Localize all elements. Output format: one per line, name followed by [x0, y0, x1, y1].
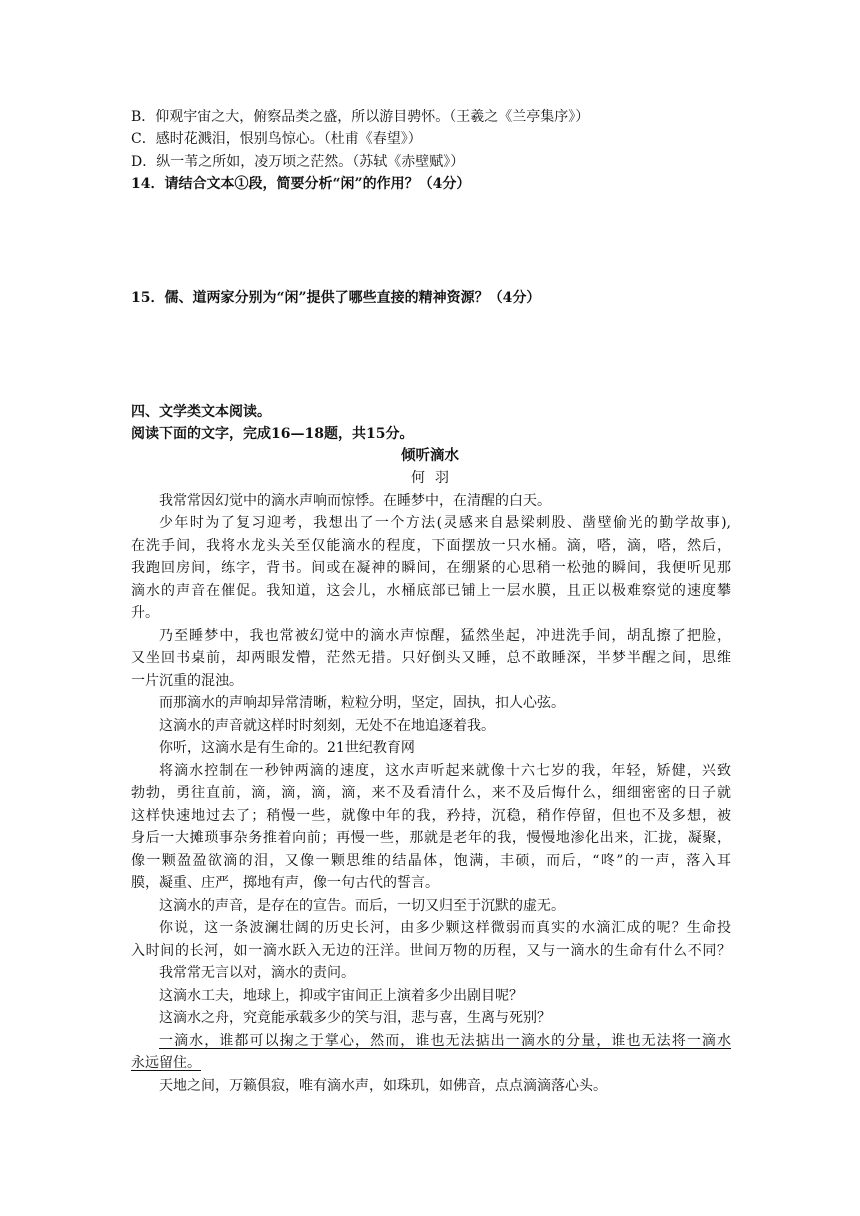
article-author: 何羽	[411, 470, 459, 486]
paragraph-line: 我跑回房间，练字，背书。间或在凝神的瞬间，在绷紧的心思稍一松弛的瞬间，我便听见那	[131, 560, 731, 576]
paragraph-line: 将滴水控制在一秒钟两滴的速度，这水声听起来就像十六七岁的我，年轻，矫健，兴致	[159, 763, 731, 779]
question-15: 15．儒、道两家分别为“闲”提供了哪些直接的精神资源？（4分）	[131, 290, 541, 306]
paragraph-line: 升。	[131, 605, 159, 621]
paragraph-line: 一片沉重的混浊。	[131, 673, 243, 689]
paragraph-line: 勃勃，勇往直前，滴，滴，滴，滴，来不及看清什么，来不及后悔什么，细细密密的日子就	[131, 785, 731, 801]
paragraph-line: 我常常因幻觉中的滴水声响而惊悸。在睡梦中，在清醒的白天。	[159, 493, 551, 509]
paragraph-line: 少年时为了复习迎考，我想出了一个方法(灵感来自悬梁刺股、凿壁偷光的勤学故事),	[159, 515, 731, 531]
paragraph-line: 像一颗盈盈欲滴的泪，又像一颗思维的结晶体，饱满，丰硕，而后，“咚”的一声，落入耳	[131, 853, 731, 869]
paragraph-line: 这滴水工夫，地球上，抑或宇宙间正上演着多少出剧目呢？	[159, 988, 523, 1004]
option-b: B．仰观宇宙之大，俯察品类之盛，所以游目骋怀。（王羲之《兰亭集序》）	[131, 109, 590, 125]
article-title: 倾听滴水	[401, 447, 459, 464]
paragraph-line: 你说，这一条波澜壮阔的历史长河，由多少颗这样微弱而真实的水滴汇成的呢？生命投	[159, 920, 731, 936]
paragraph-line: 这样快速地过去了；稍慢一些，就像中年的我，矜持，沉稳，稍作停留，但也不及多想，被	[131, 808, 731, 824]
paragraph-line: 而那滴水的声响却异常清晰，粒粒分明，坚定，固执，扣人心弦。	[159, 695, 565, 711]
paragraph-line: 你听，这滴水是有生命的。21世纪教育网	[159, 740, 415, 756]
underlined-sentence: 永远留住。	[131, 1055, 201, 1071]
paragraph-line: 身后一大摊琐事杂务推着向前；再慢一些，那就是老年的我，慢慢地渗化出来，汇拢，凝聚，	[131, 830, 731, 846]
underlined-sentence: 一滴水，谁都可以掬之于掌心，然而，谁也无法掂出一滴水的分量，谁也无法将一滴水	[159, 1033, 731, 1049]
section-heading: 四、文学类文本阅读。	[131, 404, 271, 420]
paragraph-line: 入时间的长河，如一滴水跃入无边的汪洋。世间万物的历程，又与一滴水的生命有什么不同？	[131, 943, 731, 959]
paragraph-line: 这滴水之舟，究竟能承载多少的笑与泪，悲与喜，生离与死别？	[159, 1010, 551, 1026]
paragraph-line: 又坐回书桌前，却两眼发懵，茫然无措。只好倒头又睡，总不敢睡深，半梦半醒之间，思维	[131, 650, 731, 666]
paragraph-line: 滴水的声音在催促。我知道，这会儿，水桶底部已铺上一层水膜，且正以极难察觉的速度攀	[131, 583, 731, 599]
paragraph-line: 膜，凝重、庄严，掷地有声，像一句古代的誓言。	[131, 875, 439, 891]
paragraph-line: 天地之间，万籁俱寂，唯有滴水声，如珠玑，如佛音，点点滴滴落心头。	[159, 1078, 607, 1094]
option-d: D．纵一苇之所如，凌万顷之茫然。（苏轼《赤壁赋》）	[131, 154, 465, 170]
question-14: 14．请结合文本①段，简要分析“闲”的作用？（4分）	[131, 176, 471, 192]
paragraph-line: 乃至睡梦中，我也常被幻觉中的滴水声惊醒，猛然坐起，冲进洗手间，胡乱擦了把脸，	[159, 628, 731, 644]
paragraph-line: 这滴水的声音，是存在的宣告。而后，一切又归至于沉默的虚无。	[159, 898, 565, 914]
option-c: C．感时花溅泪，恨别鸟惊心。（杜甫《春望》）	[131, 131, 422, 147]
reading-instruction: 阅读下面的文字，完成16—18题，共15分。	[131, 426, 414, 442]
paragraph-line: 这滴水的声音就这样时时刻刻，无处不在地追逐着我。	[159, 718, 495, 734]
paragraph-line: 在洗手间，我将水龙头关至仅能滴水的程度，下面摆放一只水桶。滴，嗒，滴，嗒，然后，	[131, 538, 731, 554]
paragraph-line: 我常常无言以对，滴水的责问。	[159, 965, 355, 981]
